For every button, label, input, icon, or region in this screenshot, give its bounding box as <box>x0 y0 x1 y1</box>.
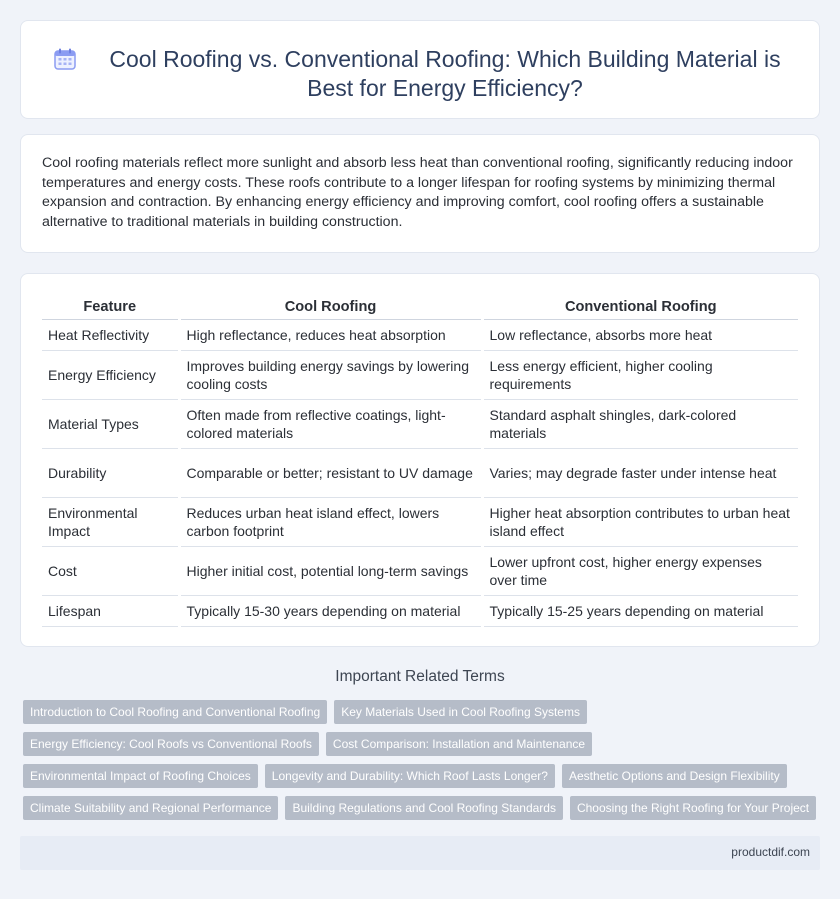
table-cell: Environmental Impact <box>42 498 179 547</box>
summary-text: Cool roofing materials reflect more sunlight and absorb less heat than conventional roofing, significantly reducing indoor temperatures and energy costs. These roofs contribute to a longer lifespan for roofing systems by minimizing thermal expansion and contraction. By enhancing energy efficiency and improving comfort, cool roofing offers a sustainable alternative to traditional materials in building construction. <box>42 155 793 230</box>
table-cell: Standard asphalt shingles, dark-colored materials <box>482 400 798 449</box>
page-title: Cool Roofing vs. Conventional Roofing: Which Building Material is Best for Energy Efficiency? <box>109 46 781 101</box>
related-term-tag[interactable]: Introduction to Cool Roofing and Conventional Roofing <box>23 700 327 724</box>
table-header-row <box>42 296 798 320</box>
table-cell: Typically 15-30 years depending on material <box>179 596 482 627</box>
column-header-feature: Feature <box>42 296 179 320</box>
column-header-conventional-roofing: Conventional Roofing <box>482 296 798 320</box>
table-row <box>42 351 798 400</box>
related-term-tag[interactable]: Longevity and Durability: Which Roof Lasts Longer? <box>265 764 555 788</box>
table-cell: Energy Efficiency <box>42 351 179 400</box>
title-card <box>20 20 820 119</box>
related-terms-list <box>23 700 823 828</box>
comparison-table <box>42 296 798 627</box>
tag-row <box>23 732 823 756</box>
related-term-tag[interactable]: Key Materials Used in Cool Roofing Systems <box>334 700 587 724</box>
table-cell: High reflectance, reduces heat absorption <box>179 320 482 351</box>
tag-row <box>23 700 823 724</box>
related-term-tag[interactable]: Energy Efficiency: Cool Roofs vs Conventional Roofs <box>23 732 319 756</box>
table-row <box>42 547 798 596</box>
table-cell: Often made from reflective coatings, light-colored materials <box>179 400 482 449</box>
table-cell: Material Types <box>42 400 179 449</box>
summary-card <box>20 134 820 253</box>
table-cell: Lower upfront cost, higher energy expenses over time <box>482 547 798 596</box>
table-cell: Cost <box>42 547 179 596</box>
table-cell: Low reflectance, absorbs more heat <box>482 320 798 351</box>
table-cell: Lifespan <box>42 596 179 627</box>
footer-site-link[interactable]: productdif.com <box>731 845 810 859</box>
related-term-tag[interactable]: Building Regulations and Cool Roofing Standards <box>285 796 563 820</box>
table-row <box>42 498 798 547</box>
related-term-tag[interactable]: Climate Suitability and Regional Performance <box>23 796 278 820</box>
tag-row <box>23 764 823 788</box>
table-cell: Less energy efficient, higher cooling requirements <box>482 351 798 400</box>
table-cell: Varies; may degrade faster under intense heat <box>482 449 798 498</box>
column-header-cool-roofing: Cool Roofing <box>179 296 482 320</box>
related-term-tag[interactable]: Environmental Impact of Roofing Choices <box>23 764 258 788</box>
comparison-card <box>20 273 820 647</box>
table-cell: Comparable or better; resistant to UV damage <box>179 449 482 498</box>
tag-row <box>23 796 823 820</box>
table-row <box>42 449 798 498</box>
table-cell: Heat Reflectivity <box>42 320 179 351</box>
table-cell: Improves building energy savings by lowering cooling costs <box>179 351 482 400</box>
table-row <box>42 596 798 627</box>
table-row <box>42 400 798 449</box>
related-term-tag[interactable]: Aesthetic Options and Design Flexibility <box>562 764 787 788</box>
table-cell: Durability <box>42 449 179 498</box>
table-cell: Typically 15-25 years depending on material <box>482 596 798 627</box>
related-terms-heading: Important Related Terms <box>335 668 505 685</box>
table-cell: Reduces urban heat island effect, lowers carbon footprint <box>179 498 482 547</box>
table-cell: Higher heat absorption contributes to urban heat island effect <box>482 498 798 547</box>
footer <box>20 836 820 870</box>
table-cell: Higher initial cost, potential long-term savings <box>179 547 482 596</box>
table-row <box>42 320 798 351</box>
related-term-tag[interactable]: Cost Comparison: Installation and Maintenance <box>326 732 592 756</box>
related-term-tag[interactable]: Choosing the Right Roofing for Your Project <box>570 796 816 820</box>
